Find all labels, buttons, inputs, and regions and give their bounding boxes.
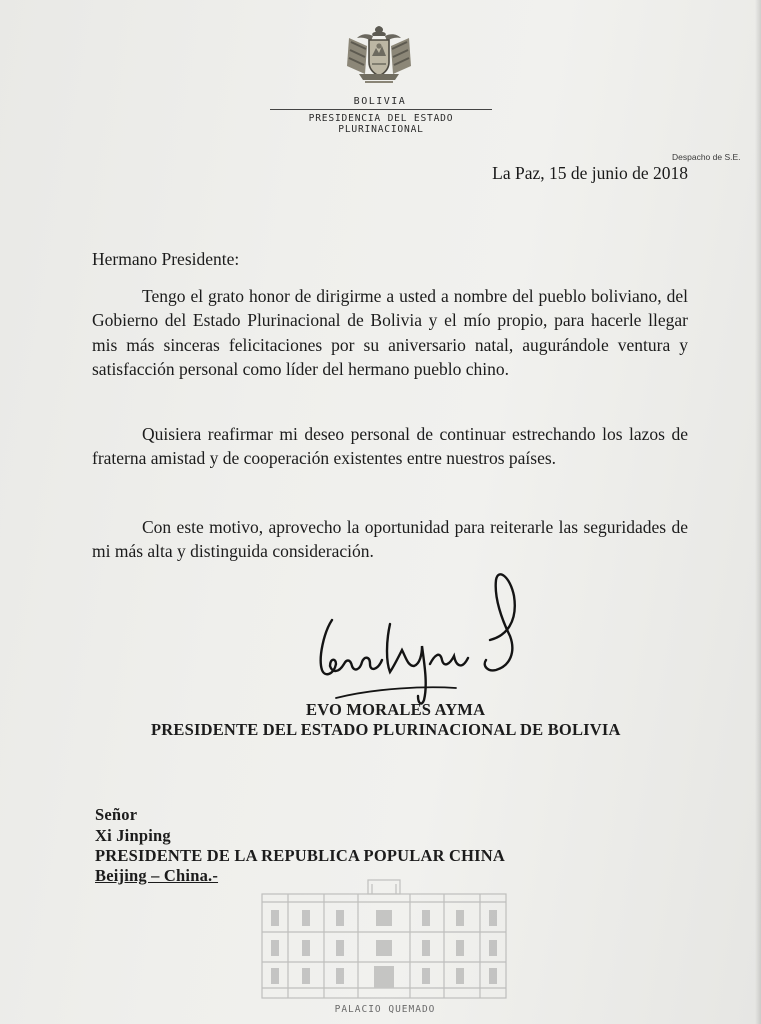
palacio-quemado-building-icon <box>258 878 510 1002</box>
letterhead-divider <box>270 109 492 110</box>
recipient-honorific: Señor <box>95 805 138 824</box>
body-paragraph-2: Quisiera reafirmar mi deseo personal de continuar estrechando los lazos de fraterna amistad y de cooperación existentes entre nuestros países. <box>92 424 688 469</box>
bolivia-coat-of-arms-icon <box>343 24 415 86</box>
signer-name: EVO MORALES AYMA <box>306 700 486 719</box>
recipient-title: PRESIDENTE DE LA REPUBLICA POPULAR CHINA <box>95 846 506 865</box>
office-stamp: Despacho de S.E. <box>672 152 741 162</box>
recipient-location: Beijing – China.- <box>95 866 219 885</box>
letter-date: La Paz, 15 de junio de 2018 <box>492 163 688 183</box>
handwritten-signature <box>306 562 536 712</box>
recipient-name: Xi Jinping <box>95 826 171 845</box>
body-paragraph-3: Con este motivo, aprovecho la oportunidad para reiterarle las seguridades de mi más alta y distinguida consideración. <box>92 517 688 562</box>
paper-shadow-edge <box>755 0 761 1024</box>
palace-label: PALACIO QUEMADO <box>334 1004 436 1015</box>
letterhead-country: BOLIVIA <box>353 96 407 107</box>
salutation: Hermano Presidente: <box>92 249 240 269</box>
body-paragraph-1: Tengo el grato honor de dirigirme a usted a nombre del pueblo boliviano, del Gobierno del Estado Plurinacional de Bolivia y el mío propio, para hacerle llegar mis más sinceras felicitaciones por su aniversario natal, augurándole ventura y satisfacción personal como líder del hermano pueblo chino. <box>92 286 688 379</box>
letterhead-office: PRESIDENCIA DEL ESTADO PLURINACIONAL <box>308 113 454 135</box>
signer-title: PRESIDENTE DEL ESTADO PLURINACIONAL DE BOLIVIA <box>151 720 621 739</box>
